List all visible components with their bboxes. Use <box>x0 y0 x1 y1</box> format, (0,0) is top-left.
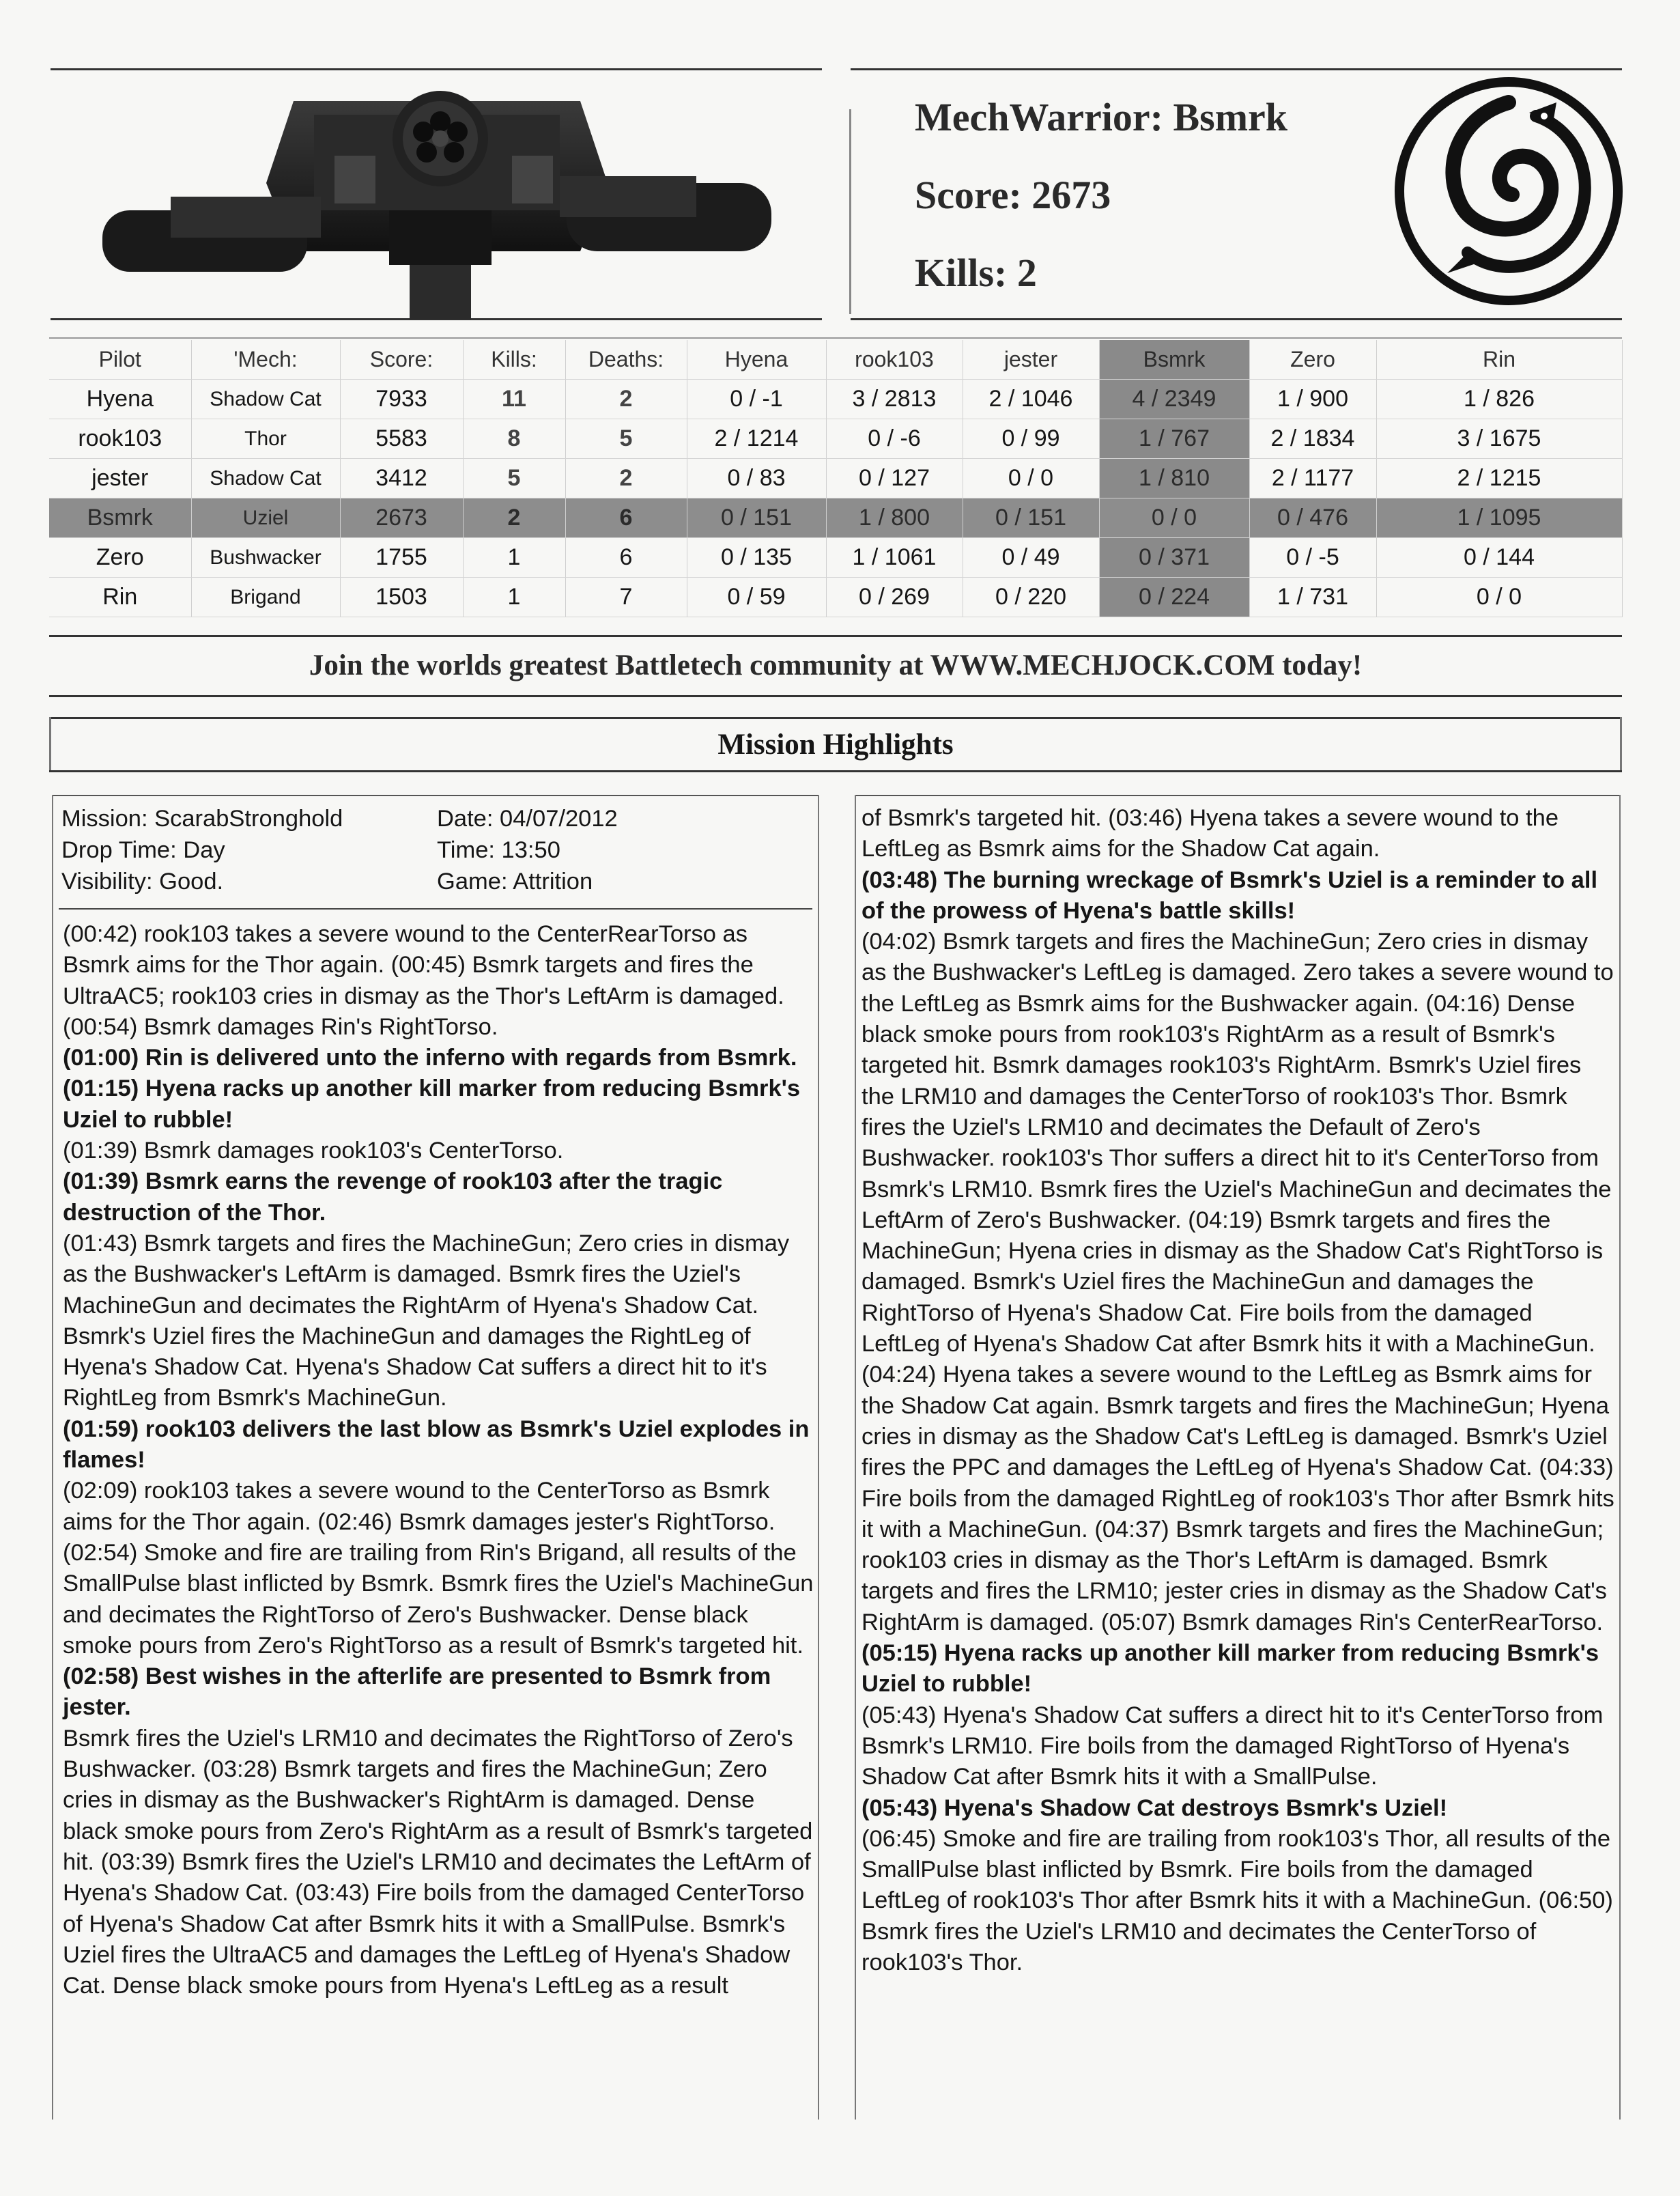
table-cell: 0 / 151 <box>687 498 826 538</box>
mission-name: Mission: ScarabStronghold <box>61 806 343 832</box>
log-entry: (00:42) rook103 takes a severe wound to the CenterRearTorso as Bsmrk aims for the Thor again. (00:45) Bsmrk targets and fires the UltraAC5; rook103 cries in dismay as the Thor's LeftArm is damaged. (00:54) Bsmrk damages Rin's RightTorso. <box>63 921 784 1040</box>
table-row <box>49 578 1622 617</box>
col-header: rook103 <box>826 340 963 380</box>
mission-time: Time: 13:50 <box>437 837 560 863</box>
log-entry-highlight: (01:15) Hyena racks up another kill marker from reducing Bsmrk's Uziel to rubble! <box>63 1075 801 1133</box>
title-top-rule <box>49 717 1622 719</box>
left-col-left-rule <box>52 795 53 2120</box>
table-cell: 0 / 0 <box>1099 498 1249 538</box>
table-top-rule <box>49 337 1622 339</box>
log-entry: (01:39) Bsmrk damages rook103's CenterTorso. <box>63 1138 564 1164</box>
table-cell: 1 <box>463 578 565 617</box>
table-row <box>49 538 1622 578</box>
log-entry: (02:09) rook103 takes a severe wound to the CenterTorso as Bsmrk aims for the Thor again. (02:46) Bsmrk damages jester's RightTorso. (02:54) Smoke and fire are trailing from Rin's Brigand, all results of the SmallPulse blast inflicted by Bsmrk. Bsmrk fires the Uziel's MachineGun and decimates the RightTorso of Zero's Bushwacker. Dense black smoke pours from Zero's RightTorso as a result of Bsmrk's targeted hit. <box>63 1478 814 1659</box>
right-col-left-rule <box>855 795 856 2120</box>
table-cell: 1 / 767 <box>1099 419 1249 459</box>
table-cell: 0 / 0 <box>963 459 1099 498</box>
table-cell: 7933 <box>340 380 463 419</box>
table-cell: 2 / 1215 <box>1376 459 1622 498</box>
table-cell: 0 / 144 <box>1376 538 1622 578</box>
table-cell: 0 / 371 <box>1099 538 1249 578</box>
table-header-row <box>49 340 1622 380</box>
table-cell: 1 / 1095 <box>1376 498 1622 538</box>
left-col-right-rule <box>818 795 819 2120</box>
table-cell: 1755 <box>340 538 463 578</box>
table-cell: jester <box>49 459 191 498</box>
log-entry-highlight: (05:15) Hyena racks up another kill marker from reducing Bsmrk's Uziel to rubble! <box>862 1640 1599 1698</box>
table-cell: 0 / 59 <box>687 578 826 617</box>
log-entry-highlight: (03:48) The burning wreckage of Bsmrk's Uziel is a reminder to all of the prowess of Hyena's battle skills! <box>862 867 1598 924</box>
table-row-highlighted <box>49 498 1622 538</box>
meta-divider <box>59 908 812 910</box>
log-entry-highlight: (01:39) Bsmrk earns the revenge of rook103 after the tragic destruction of the Thor. <box>63 1168 723 1226</box>
log-entry: (01:43) Bsmrk targets and fires the MachineGun; Zero cries in dismay as the Bushwacker's LeftArm is damaged. Bsmrk fires the Uziel's MachineGun and decimates the RightArm of Hyena's Shadow Cat. Bsmrk's Uziel fires the MachineGun and damages the RightLeg of Hyena's Shadow Cat. Hyena's Shadow Cat suffers a direct hit to it's RightLeg from Bsmrk's MachineGun. <box>63 1230 790 1411</box>
table-cell: 2 / 1214 <box>687 419 826 459</box>
table-cell: 1 / 800 <box>826 498 963 538</box>
mission-date: Date: 04/07/2012 <box>437 806 618 832</box>
table-row <box>49 459 1622 498</box>
table-cell: 0 / -5 <box>1249 538 1376 578</box>
table-cell: 7 <box>565 578 687 617</box>
table-cell: Uziel <box>191 498 340 538</box>
table-cell: Zero <box>49 538 191 578</box>
table-cell: 2 <box>565 459 687 498</box>
mech-image <box>89 74 785 320</box>
table-cell: 4 / 2349 <box>1099 380 1249 419</box>
log-entry-highlight: (01:00) Rin is delivered unto the inferno with regards from Bsmrk. <box>63 1045 797 1071</box>
table-cell: 0 / 127 <box>826 459 963 498</box>
col-header: Deaths: <box>565 340 687 380</box>
table-cell: 2673 <box>340 498 463 538</box>
kills-label: Kills: 2 <box>915 251 1037 295</box>
table-cell: 0 / 269 <box>826 578 963 617</box>
table-cell: Rin <box>49 578 191 617</box>
table-cell: 1 / 826 <box>1376 380 1622 419</box>
table-cell: 5 <box>463 459 565 498</box>
drop-time: Drop Time: Day <box>61 837 225 863</box>
header-top-rule-right <box>851 68 1622 70</box>
table-cell: 1 / 810 <box>1099 459 1249 498</box>
col-header: Rin <box>1376 340 1622 380</box>
header-top-rule-left <box>51 68 822 70</box>
right-col-right-rule <box>1619 795 1621 2120</box>
table-cell: 6 <box>565 498 687 538</box>
col-header: Pilot <box>49 340 191 380</box>
log-entry: (06:45) Smoke and fire are trailing from rook103's Thor, all results of the SmallPulse blast inflicted by Bsmrk. Fire boils from the damaged LeftLeg of rook103's Thor after Bsmrk hits it with a MachineGun. (06:50) Bsmrk fires the Uziel's LRM10 and decimates the CenterTorso of rook103's Thor. <box>862 1825 1613 1975</box>
table-cell: 2 <box>463 498 565 538</box>
table-cell: 0 / 476 <box>1249 498 1376 538</box>
table-cell: 0 / 224 <box>1099 578 1249 617</box>
header-bottom-rule-right <box>851 318 1622 320</box>
visibility: Visibility: Good. <box>61 869 224 895</box>
table-cell: 5583 <box>340 419 463 459</box>
table-cell: 0 / 135 <box>687 538 826 578</box>
col-header: Zero <box>1249 340 1376 380</box>
table-cell: Hyena <box>49 380 191 419</box>
table-cell: 2 <box>565 380 687 419</box>
header-divider <box>849 109 851 314</box>
banner-top-rule <box>49 635 1622 637</box>
right-column-log <box>862 803 1615 1978</box>
table-cell: Bsmrk <box>49 498 191 538</box>
table-row <box>49 419 1622 459</box>
table-cell: 2 / 1177 <box>1249 459 1376 498</box>
table-cell: Bushwacker <box>191 538 340 578</box>
section-title: Mission Highlights <box>717 729 954 761</box>
table-cell: 0 / 220 <box>963 578 1099 617</box>
col-header: jester <box>963 340 1099 380</box>
table-cell: 1 / 1061 <box>826 538 963 578</box>
table-cell: 0 / 0 <box>1376 578 1622 617</box>
table-cell: 0 / -1 <box>687 380 826 419</box>
table-cell: 1 / 900 <box>1249 380 1376 419</box>
table-cell: Shadow Cat <box>191 459 340 498</box>
table-cell: 0 / 83 <box>687 459 826 498</box>
col-header: Score: <box>340 340 463 380</box>
table-cell: 0 / 99 <box>963 419 1099 459</box>
score-label: Score: 2673 <box>915 173 1111 217</box>
dragon-logo-icon <box>1393 75 1625 307</box>
log-entry: (04:02) Bsmrk targets and fires the MachineGun; Zero cries in dismay as the Bushwacker's LeftLeg is damaged. Zero takes a severe wound to the LeftLeg as Bsmrk aims for the Bushwacker again. (04:16) Dense black smoke pours from rook103's RightArm as a result of Bsmrk's targeted hit. Bsmrk damages rook103's RightArm. Bsmrk's Uziel fires the LRM10 and damages the CenterTorso of rook103's Thor. Bsmrk fires the Uziel's LRM10 and decimates the Default of Zero's Bushwacker. rook103's Thor suffers a direct hit to it's CenterTorso from Bsmrk's LRM10. Bsmrk fires the Uziel's MachineGun and decimates the LeftArm of Zero's Bushwacker. (04:19) Bsmrk targets and fires the MachineGun; Hyena cries in dismay as the Shadow Cat's RightTorso is damaged. Bsmrk's Uziel fires the MachineGun and damages the RightTorso of Hyena's Shadow Cat. Fire boils from the damaged LeftLeg of Hyena's Shadow Cat after Bsmrk hits it with a MachineGun. (04:24) Hyena takes a severe wound to the LeftLeg as Bsmrk aims for the Shadow Cat again. Bsmrk targets and fires the MachineGun; Hyena cries in dismay as the Shadow Cat's LeftLeg is damaged. Bsmrk's Uziel fires the PPC and damages the LeftLeg of Hyena's Shadow Cat. (04:33) Fire boils from the damaged RightLeg of rook103's Thor after Bsmrk hits it with a MachineGun. (04:37) Bsmrk targets and fires the MachineGun; rook103 cries in dismay as the Thor's LeftArm is damaged. Bsmrk targets and fires the LRM10; jester cries in dismay as the Shadow Cat's RightArm is damaged. (05:07) Bsmrk damages Rin's CenterRearTorso. <box>862 929 1614 1635</box>
log-entry-highlight: (05:43) Hyena's Shadow Cat destroys Bsmrk's Uziel! <box>862 1794 1448 1821</box>
table-cell: 3 / 1675 <box>1376 419 1622 459</box>
table-cell: 2 / 1046 <box>963 380 1099 419</box>
left-col-top-rule <box>52 795 819 796</box>
mechwarrior-name: MechWarrior: Bsmrk <box>915 95 1288 139</box>
log-entry: Bsmrk fires the Uziel's LRM10 and decimates the RightTorso of Zero's Bushwacker. (03:28) Bsmrk targets and fires the MachineGun; Zero cries in dismay as the Bushwacker's RightArm is damaged. Dense black smoke pours from Zero's RightArm as a result of Bsmrk's targeted hit. (03:39) Bsmrk fires the Uziel's LRM10 and decimates the LeftArm of Hyena's Shadow Cat. (03:43) Fire boils from the damaged CenterTorso of Hyena's Shadow Cat after Bsmrk hits it with a SmallPulse. Bsmrk's Uziel fires the UltraAC5 and damages the LeftLeg of Hyena's Shadow Cat. Dense black smoke pours from Hyena's LeftLeg as a result <box>63 1725 813 1999</box>
table-cell: 0 / 49 <box>963 538 1099 578</box>
table-cell: Brigand <box>191 578 340 617</box>
table-cell: 1 <box>463 538 565 578</box>
table-cell: 3412 <box>340 459 463 498</box>
table-cell: 1503 <box>340 578 463 617</box>
score-table <box>49 340 1623 617</box>
log-entry-highlight: (02:58) Best wishes in the afterlife are presented to Bsmrk from jester. <box>63 1663 771 1721</box>
table-cell: 0 / 151 <box>963 498 1099 538</box>
banner-bottom-rule <box>49 695 1622 697</box>
col-header: Hyena <box>687 340 826 380</box>
log-entry: of Bsmrk's targeted hit. (03:46) Hyena takes a severe wound to the LeftLeg as Bsmrk aims for the Shadow Cat again. <box>862 805 1559 862</box>
table-cell: 8 <box>463 419 565 459</box>
table-cell: 0 / -6 <box>826 419 963 459</box>
col-header: Bsmrk <box>1099 340 1249 380</box>
log-entry-highlight: (01:59) rook103 delivers the last blow as Bsmrk's Uziel explodes in flames! <box>63 1416 810 1474</box>
table-cell: 3 / 2813 <box>826 380 963 419</box>
col-header: Kills: <box>463 340 565 380</box>
table-cell: Thor <box>191 419 340 459</box>
community-banner: Join the worlds greatest Battletech community at WWW.MECHJOCK.COM today! <box>309 649 1363 681</box>
table-cell: rook103 <box>49 419 191 459</box>
table-row <box>49 380 1622 419</box>
table-cell: Shadow Cat <box>191 380 340 419</box>
table-cell: 6 <box>565 538 687 578</box>
table-cell: 5 <box>565 419 687 459</box>
title-bottom-rule <box>49 770 1622 772</box>
log-entry: (05:43) Hyena's Shadow Cat suffers a direct hit to it's CenterTorso from Bsmrk's LRM10. Fire boils from the damaged RightTorso of Hyena's Shadow Cat after Bsmrk hits it with a SmallPulse. <box>862 1702 1604 1790</box>
left-column-log <box>63 919 814 2001</box>
game-type: Game: Attrition <box>437 869 593 895</box>
col-header: 'Mech: <box>191 340 340 380</box>
table-cell: 1 / 731 <box>1249 578 1376 617</box>
table-cell: 11 <box>463 380 565 419</box>
table-cell: 2 / 1834 <box>1249 419 1376 459</box>
right-col-top-rule <box>855 795 1621 796</box>
